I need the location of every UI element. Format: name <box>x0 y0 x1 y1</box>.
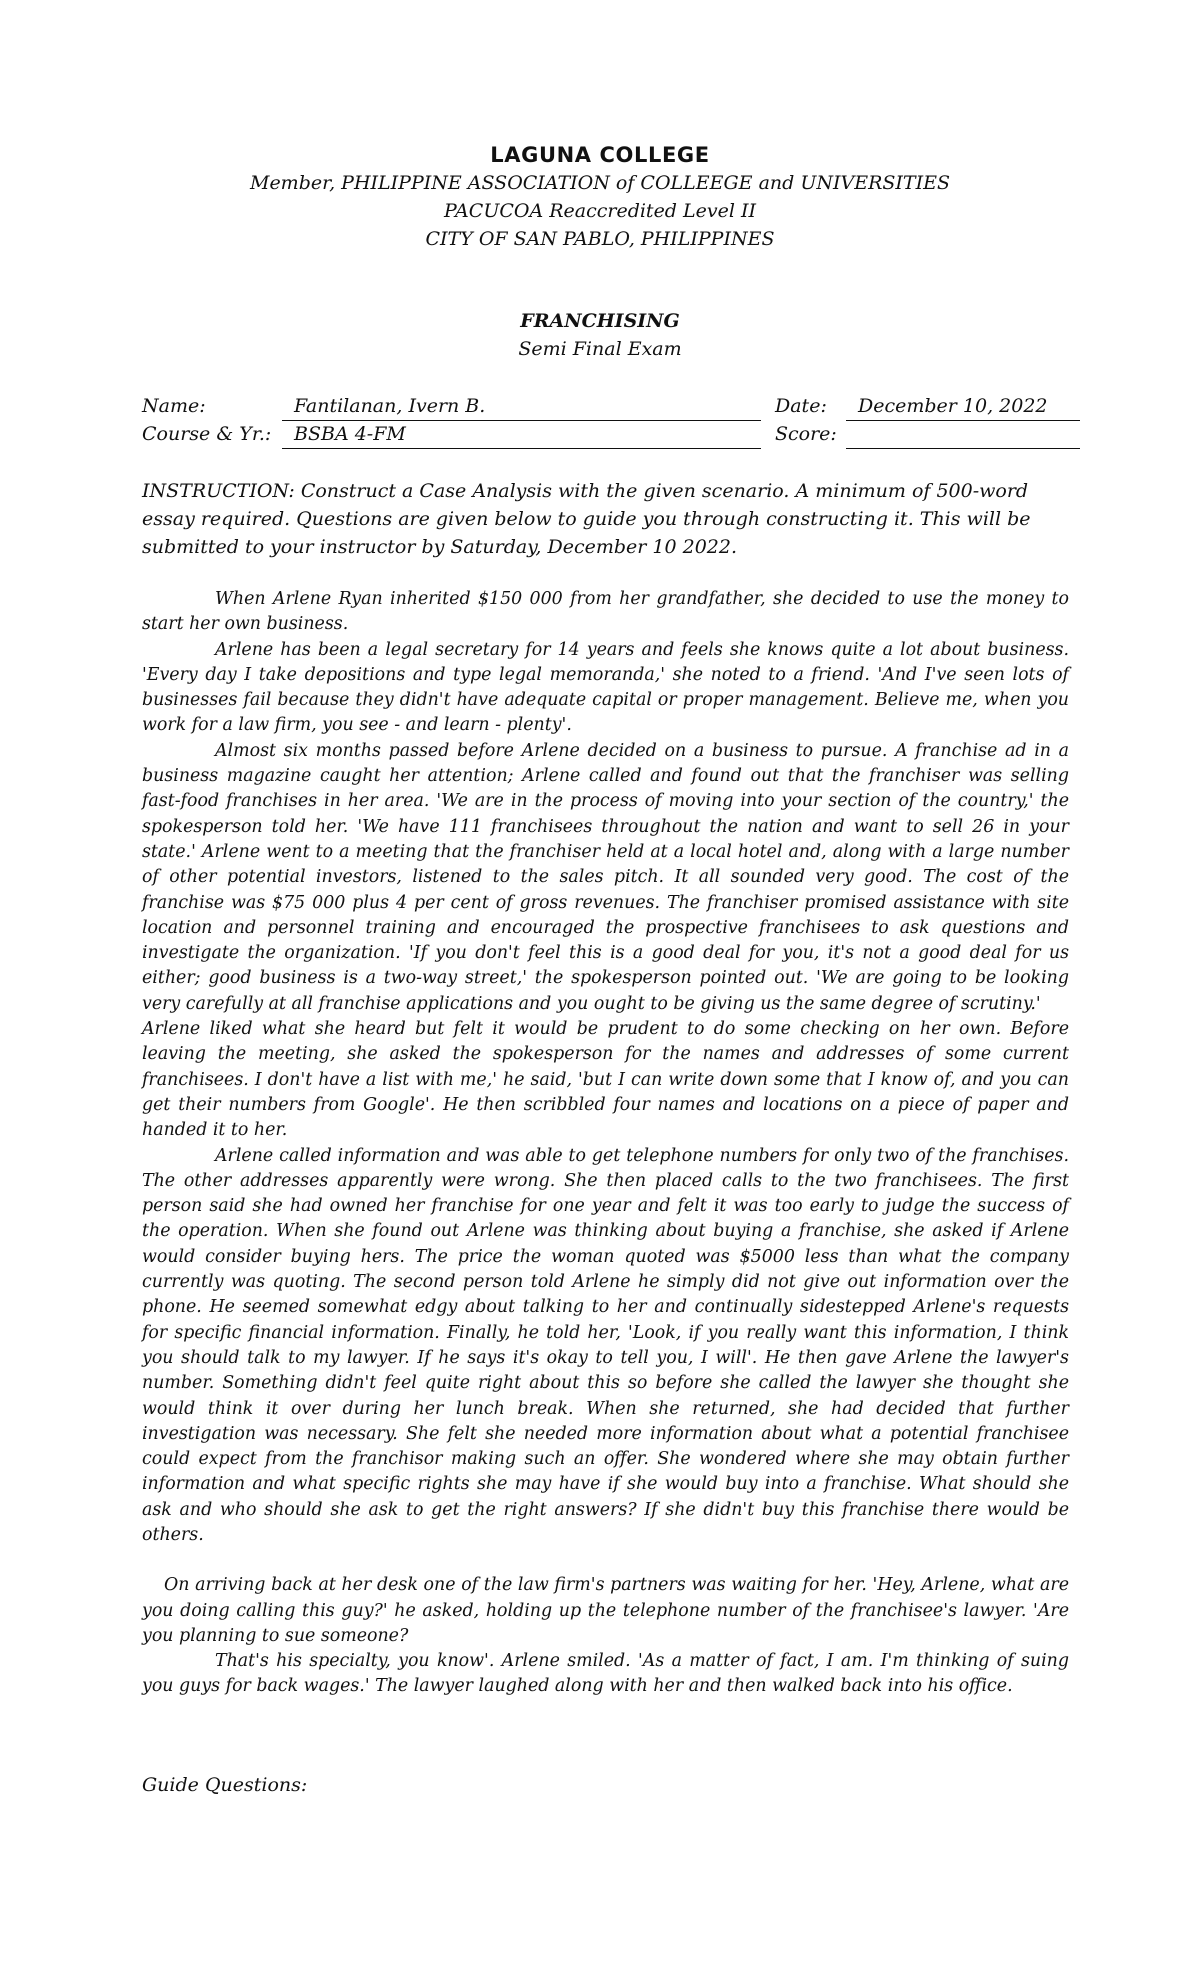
course-field[interactable]: BSBA 4-FM <box>282 421 761 449</box>
guide-questions-heading: Guide Questions: <box>142 1774 308 1796</box>
membership-line: Member, PHILIPPINE ASSOCIATION of COLLEEGE and UNIVERSITIES <box>249 172 950 194</box>
name-field[interactable]: Fantilanan, Ivern B. <box>282 393 761 421</box>
score-label: Score: <box>775 423 837 445</box>
instruction-text: INSTRUCTION: Construct a Case Analysis with the given scenario. A minimum of 500-word essay required. Questions are given below to guide you through constructing it. This will be submitted to your instructor by Saturday, December 10 2022. <box>142 480 1031 558</box>
story-paragraph: That's his specialty, you know'. Arlene smiled. 'As a matter of fact, I am. I'm thinking of suing you guys for back wages.' The lawyer laughed along with her and then walked back into his office. <box>142 1651 1069 1697</box>
score-field[interactable] <box>846 421 1080 449</box>
college-name: LAGUNA COLLEGE <box>490 143 710 167</box>
story-paragraph: Arlene liked what she heard but felt it would be prudent to do some checking on her own. Before leaving the meeting, she asked the spokesperson for the names and addresses of some current franchisees. I don't have a list with me,' he said, 'but I can write down some that I know of, and you can get their numbers from Google'. He then scribbled four names and locations on a piece of paper and handed it to her. <box>142 1019 1069 1141</box>
exam-type: Semi Final Exam <box>518 338 682 360</box>
story-paragraph: Arlene has been a legal secretary for 14 years and feels she knows quite a lot about business. 'Every day I take depositions and type legal memoranda,' she noted to a friend. 'And I've seen lots of businesses fail because they didn't have adequate capital or proper management. Believe me, when you work for a law firm, you see - and learn - plenty'. <box>142 639 1069 736</box>
date-label: Date: <box>775 395 827 417</box>
accreditation-line: PACUCOA Reaccredited Level II <box>444 200 756 222</box>
story-paragraph: Arlene called information and was able to get telephone numbers for only two of the franchises. The other addresses apparently were wrong. She then placed calls to the two franchisees. The first person said she had owned her franchise for one year and felt it was too early to judge the success of the operation. When she found out Arlene was thinking about buying a franchise, she asked if Arlene would consider buying hers. The price the woman quoted was $5000 less than what the company currently was quoting. The second person told Arlene he simply did not give out information over the phone. He seemed somewhat edgy about talking to her and continually sidestepped Arlene's requests for specific financial information. Finally, he told her, 'Look, if you really want this information, I think you should talk to my lawyer. If he says it's okay to tell you, I will'. He then gave Arlene the lawyer's number. Something didn't feel quite right about this so before she called the lawyer she thought she would think it over during her lunch break. When she returned, she had decided that further investigation was necessary. She felt she needed more information about what a potential franchisee could expect from the franchisor making such an offer. She wondered where she may obtain further information and what specific rights she may have if she would buy into a franchise. What should she ask and who should she ask to get the right answers? If she didn't buy this franchise there would be others. <box>142 1145 1069 1545</box>
name-label: Name: <box>142 395 206 417</box>
subject-title: FRANCHISING <box>520 310 680 332</box>
story-paragraph: On arriving back at her desk one of the law firm's partners was waiting for her. 'Hey, Arlene, what are you doing calling this guy?' he asked, holding up the telephone number of the franchisee's lawyer. 'Are you planning to sue someone? <box>142 1575 1069 1646</box>
student-info <box>142 393 1084 451</box>
subject-heading <box>0 307 1200 363</box>
story-paragraph: Almost six months passed before Arlene decided on a business to pursue. A franchise ad in a business magazine caught her attention; Arlene called and found out that the franchiser was selling fast-food franchises in her area. 'We are in the process of moving into your section of the country,' the spokesperson told her. 'We have 111 franchisees throughout the nation and want to sell 26 in your state.' Arlene went to a meeting that the franchiser held at a local hotel and, along with a large number of other potential investors, listened to the sales pitch. It all sounded very good. The cost of the franchise was $75 000 plus 4 per cent of gross revenues. The franchiser promised assistance with site location and personnel training and encouraged the prospective franchisees to ask questions and investigate the organization. 'If you don't feel this is a good deal for you, it's not a good deal for us either; good business is a two-way street,' the spokesperson pointed out. 'We are going to be looking very carefully at all franchise applications and you ought to be giving us the same degree of scrutiny.' <box>142 740 1069 1014</box>
course-label: Course & Yr.: <box>142 423 272 445</box>
case-scenario <box>142 587 1069 1700</box>
story-paragraph: When Arlene Ryan inherited $150 000 from her grandfather, she decided to use the money to start her own business. <box>142 589 1069 635</box>
school-header <box>0 141 1200 253</box>
location-line: CITY OF SAN PABLO, PHILIPPINES <box>425 228 775 250</box>
date-field[interactable]: December 10, 2022 <box>846 393 1080 421</box>
